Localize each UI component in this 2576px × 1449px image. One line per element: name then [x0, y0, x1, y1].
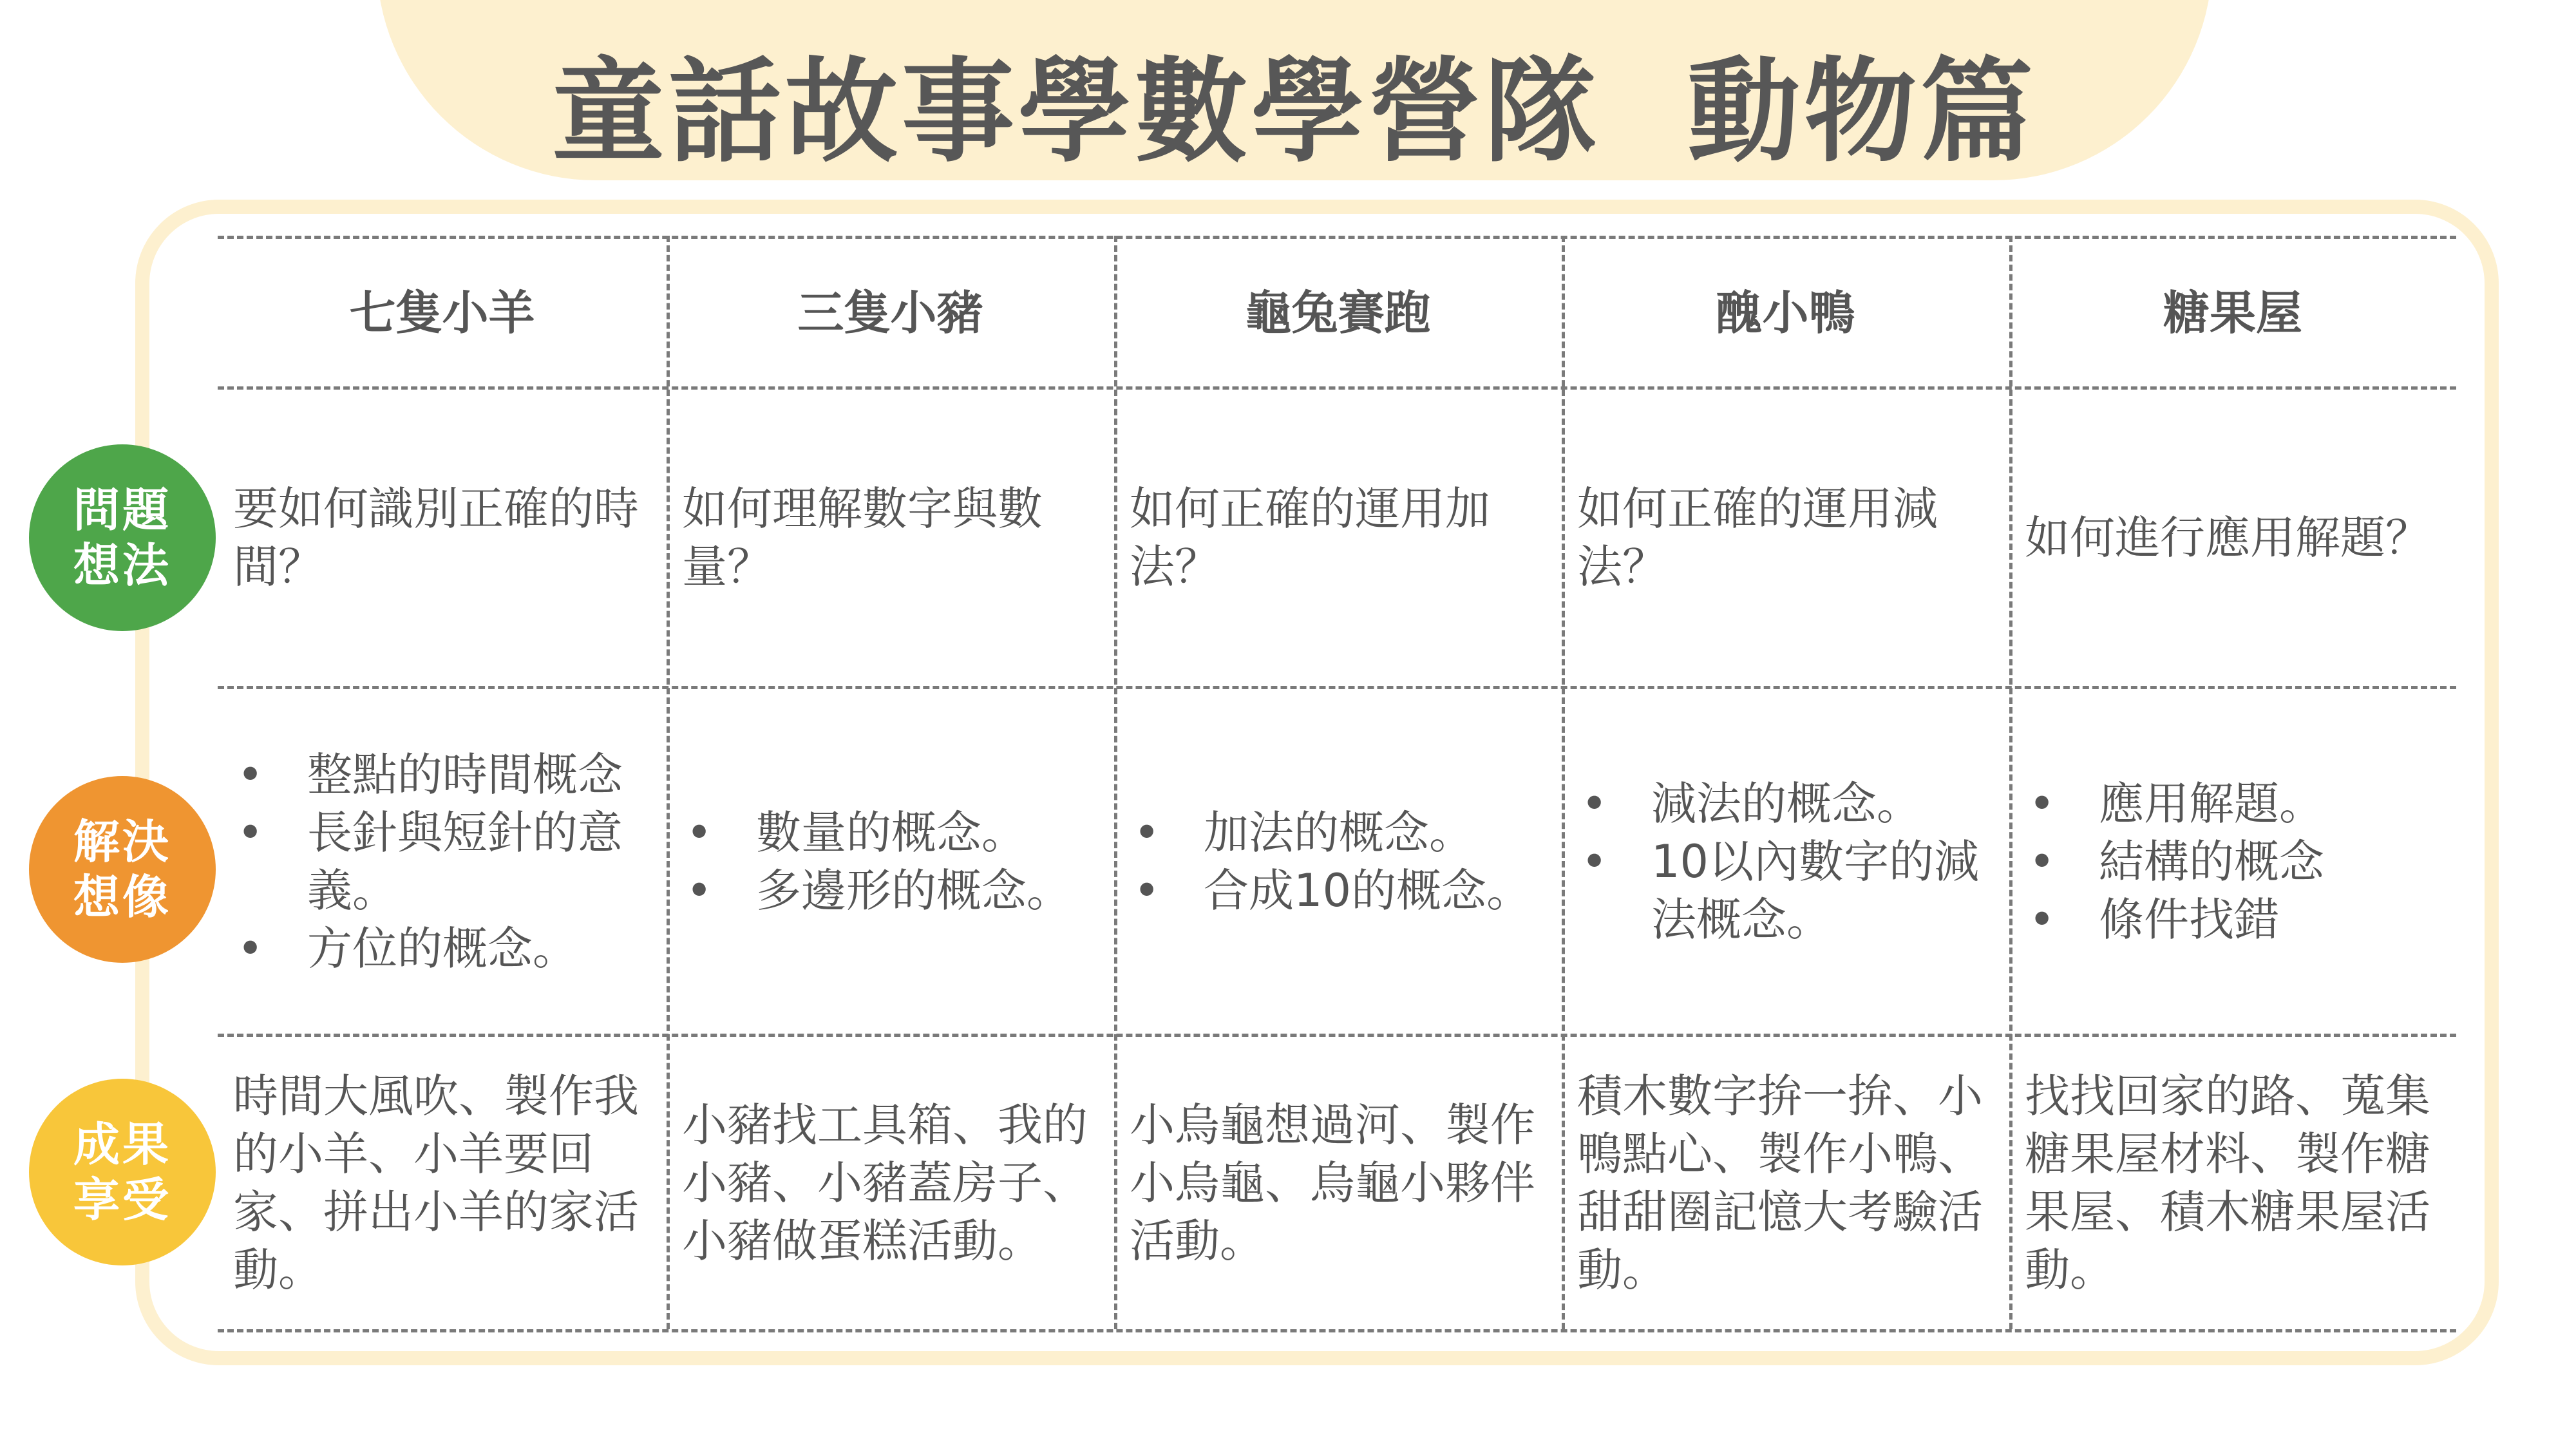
cell-text: 小豬找工具箱、我的小豬、小豬蓋房子、小豬做蛋糕活動。 [682, 1099, 1088, 1267]
table-cell-solution [2009, 689, 2456, 1034]
list-item: • 長針與短針的意義。 [233, 804, 655, 920]
cell-text: 時間大風吹、製作我的小羊、小羊要回家、拼出小羊的家活動。 [233, 1070, 639, 1296]
cell-text: 如何進行應用解題？ [2025, 511, 2430, 564]
list-item: • 加法的概念。 [1130, 804, 1531, 862]
list-item: • 多邊形的概念。 [682, 862, 1072, 920]
column-header: 醜小鴨 [1716, 285, 1855, 340]
bullet-list [2025, 775, 2324, 949]
table-cell-result [667, 1037, 1114, 1329]
bullet-list [1130, 804, 1531, 920]
cell-text: 積木數字拚一拚、小鴨點心、製作小鴨、甜甜圈記憶大考驗活動。 [1577, 1070, 1983, 1296]
table-cell-result [1114, 1037, 1562, 1329]
page-title: 童話故事學數學營隊 動物篇 [552, 47, 2037, 178]
cell-text: 如何正確的運用加法？ [1130, 482, 1490, 593]
table-cell-solution [1562, 689, 2009, 1034]
column-header: 糖果屋 [2163, 285, 2302, 340]
table-cell-solution [1114, 689, 1562, 1034]
table-cell-problem [1114, 390, 1562, 686]
list-item: • 應用解題。 [2025, 775, 2324, 833]
list-item: • 數量的概念。 [682, 804, 1072, 862]
table-cell-result [218, 1037, 667, 1329]
table-cell-result [2009, 1037, 2456, 1329]
table-cell-problem [667, 390, 1114, 686]
table-cell-problem [218, 390, 667, 686]
list-item: • 減法的概念。 [1577, 775, 1998, 833]
row-label-result: 成果 享受 [29, 1079, 216, 1265]
bullet-list [233, 746, 655, 978]
table-cell-problem [2009, 390, 2456, 686]
bullet-list [682, 804, 1072, 920]
table-divider [218, 1329, 2456, 1332]
list-item: • 10以內數字的減法概念。 [1577, 833, 1998, 949]
table-cell-solution [667, 689, 1114, 1034]
list-item: • 整點的時間概念 [233, 746, 655, 804]
cell-text: 找找回家的路、蒐集糖果屋材料、製作糖果屋、積木糖果屋活動。 [2025, 1070, 2430, 1296]
column-header: 三隻小豬 [797, 285, 983, 340]
cell-text: 要如何識別正確的時間？ [233, 482, 639, 593]
bullet-list [1577, 775, 1998, 949]
list-item: • 合成10的概念。 [1130, 862, 1531, 920]
table-cell-result [1562, 1037, 2009, 1329]
table-cell-problem [1562, 390, 2009, 686]
row-label-problem: 問題 想法 [29, 444, 216, 631]
table-cell-solution [218, 689, 667, 1034]
list-item: • 條件找錯 [2025, 891, 2324, 949]
column-header: 龜兔賽跑 [1245, 285, 1431, 340]
column-header: 七隻小羊 [349, 285, 535, 340]
cell-text: 小烏龜想過河、製作小烏龜、烏龜小夥伴活動。 [1130, 1099, 1535, 1267]
row-label-solution: 解決 想像 [29, 776, 216, 963]
cell-text: 如何正確的運用減法？ [1577, 482, 1938, 593]
list-item: • 結構的概念 [2025, 833, 2324, 891]
list-item: • 方位的概念。 [233, 920, 655, 978]
cell-text: 如何理解數字與數量？ [682, 482, 1043, 593]
